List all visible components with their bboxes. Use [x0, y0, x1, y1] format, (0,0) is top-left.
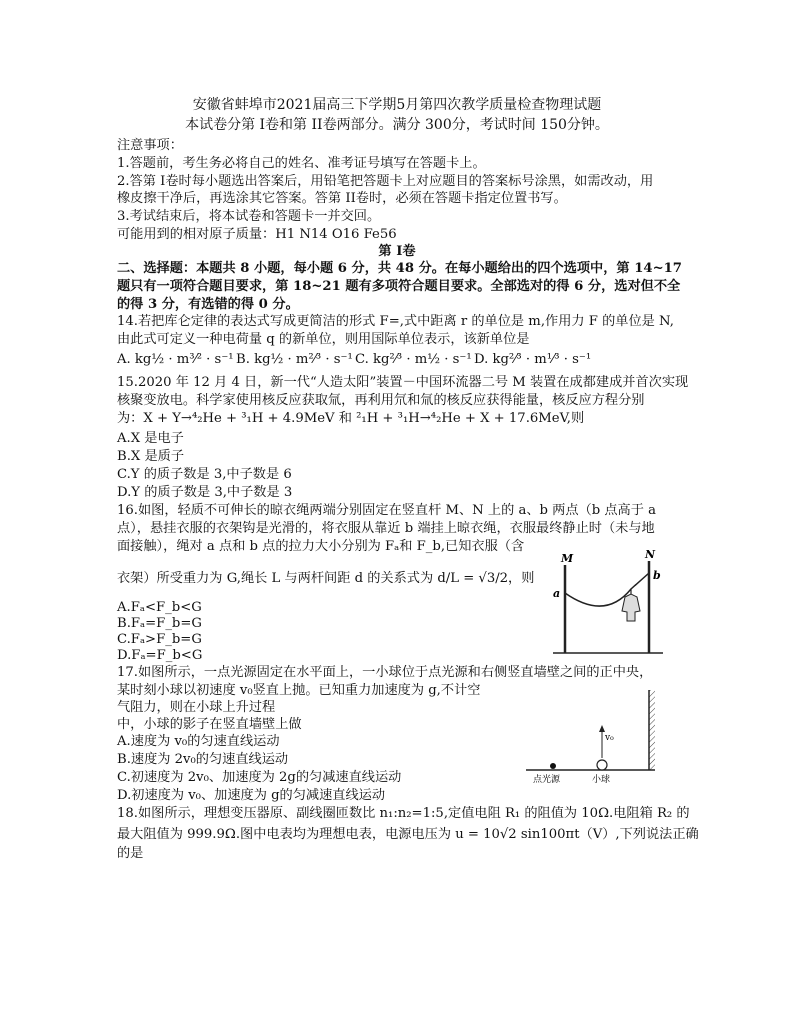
q15-option-b: B.X 是质子: [117, 449, 185, 464]
q14-stem: 14.若把库仑定律的表达式写成更简洁的形式 F=,式中距离 r 的单位是 m,作用力 F 的单位是 N,: [117, 314, 674, 329]
q17-option-a: A.速度为 v₀的匀速直线运动: [117, 734, 280, 749]
q14-stem: 由此式可定义一种电荷量 q 的新单位，则用国际单位表示，该新单位是: [117, 332, 530, 347]
q17-stem: 某时刻小球以初速度 v₀竖直上抛。已知重力加速度为 g,不计空: [117, 683, 481, 698]
label-m: M: [561, 552, 574, 565]
page-title: 安徽省蚌埠市2021届高三下学期5月第四次教学质量检查物理试题: [192, 97, 602, 113]
label-n: N: [645, 549, 656, 561]
q15-stem: 15.2020 年 12 月 4 日，新一代“人造太阳”装置－中国环流器二号 M 装置在成都建成并首次实现: [117, 375, 689, 390]
clothes-icon: [622, 589, 640, 621]
note-item: 1.答题前，考生务必将自己的姓名、准考证号填写在答题卡上。: [117, 156, 486, 171]
q14-option-c: C. kg²⁄³ · m½ · s⁻¹: [355, 352, 472, 367]
label-a: a: [553, 587, 561, 600]
q15-stem: 核聚变放电。科学家使用核反应获取氚，再利用氘和氚的核反应获得能量，核反应方程分别: [117, 393, 645, 408]
q17-option-b: B.速度为 2v₀的匀速直线运动: [117, 752, 289, 767]
label-b: b: [653, 569, 661, 582]
q17-option-d: D.初速度为 v₀、加速度为 g的匀减速直线运动: [117, 788, 386, 803]
light-source-figure: [522, 688, 662, 784]
q14-option-d: D. kg²⁄³ · m¹⁄³ · s⁻¹: [474, 352, 592, 367]
q17-stem: 气阻力，则在小球上升过程: [117, 700, 276, 715]
q16-option-b: B.Fₐ=F_b=G: [117, 616, 202, 631]
q16-stem: 面接触），绳对 a 点和 b 点的拉力大小分别为 Fₐ和 F_b,已知衣服（含: [117, 539, 525, 554]
section-intro-line: 题只有一项符合题目要求，第 18~21 题有多项符合题目要求。全部选对的得 6 分，选对但不全: [117, 279, 681, 294]
page-subtitle: 本试卷分第 I卷和第 II卷两部分。满分 300分，考试时间 150分钟。: [185, 117, 609, 133]
q14-option-a: A. kg½ · m³⁄² · s⁻¹: [117, 352, 234, 367]
q16-stem: 衣架）所受重力为 G,绳长 L 与两杆间距 d 的关系式为 d/L = √3/2，则: [117, 571, 535, 586]
q18-stem: 的是: [117, 846, 144, 861]
q16-option-c: C.Fₐ>F_b=G: [117, 632, 202, 647]
q15-option-d: D.Y 的质子数是 3,中子数是 3: [117, 485, 293, 500]
note-item: 可能用到的相对原子质量：H1 N14 O16 Fe56: [117, 227, 397, 242]
wall-hatch: [649, 690, 655, 770]
q16-stem: 点），悬挂衣服的衣架钩是光滑的，将衣服从靠近 b 端挂上晾衣绳，衣服最终静止时（未与地: [117, 521, 655, 536]
section-intro-line: 的得 3 分，有选错的得 0 分。: [117, 297, 299, 312]
note-item: 3.考试结束后，将本试卷和答题卡一并交回。: [117, 209, 381, 224]
clothesline-figure: [545, 549, 665, 659]
q17-option-c: C.初速度为 2v₀、加速度为 2g的匀减速直线运动: [117, 770, 402, 785]
label-light-source: 点光源: [533, 775, 561, 784]
note-item: 橡皮擦干净后，再选涂其它答案。答第 II卷时，必须在答题卡指定位置书写。: [117, 191, 567, 206]
q18-stem: 18.如图所示，理想变压器原、副线圈匝数比 n₁:n₂=1:5,定值电阻 R₁ 的阻值为 10Ω.电阻箱 R₂ 的: [117, 806, 690, 821]
q17-stem: 中，小球的影子在竖直墙壁上做: [117, 717, 302, 732]
notes-heading: 注意事项：: [117, 138, 183, 153]
section-title: 第 I卷: [378, 244, 416, 259]
q15-option-a: A.X 是电子: [117, 431, 184, 446]
q16-stem: 16.如图，轻质不可伸长的晾衣绳两端分别固定在竖直杆 M、N 上的 a、b 两点（b 点高于 a: [117, 503, 656, 518]
label-ball: 小球: [592, 775, 611, 784]
q17-stem: 17.如图所示，一点光源固定在水平面上，一小球位于点光源和右侧竖直墙壁之间的正中央，: [117, 665, 653, 680]
arrowhead-icon: [599, 725, 605, 732]
note-item: 2.答第 I卷时每小题选出答案后，用铅笔把答题卡上对应题目的答案标号涂黑，如需改动，用: [117, 174, 654, 189]
point-light-source: [550, 763, 556, 769]
ball: [597, 760, 607, 770]
q15-option-c: C.Y 的质子数是 3,中子数是 6: [117, 467, 292, 482]
q14-option-b: B. kg½ · m²⁄³ · s⁻¹: [236, 352, 353, 367]
section-intro-line: 二、选择题：本题共 8 小题，每小题 6 分，共 48 分。在每小题给出的四个选项中，第 14~17: [117, 261, 682, 276]
q16-option-d: D.Fₐ=F_b<G: [117, 648, 203, 663]
label-v0: v₀: [605, 733, 614, 743]
q16-option-a: A.Fₐ<F_b<G: [117, 600, 202, 615]
q15-stem: 为：X + Y→⁴₂He + ³₁H + 4.9MeV 和 ²₁H + ³₁H→⁴₂He + X + 17.6MeV,则: [117, 411, 585, 426]
q18-stem: 最大阻值为 999.9Ω.图中电表均为理想电表，电源电压为 u = 10√2 sin100πt（V）,下列说法正确: [117, 827, 699, 842]
